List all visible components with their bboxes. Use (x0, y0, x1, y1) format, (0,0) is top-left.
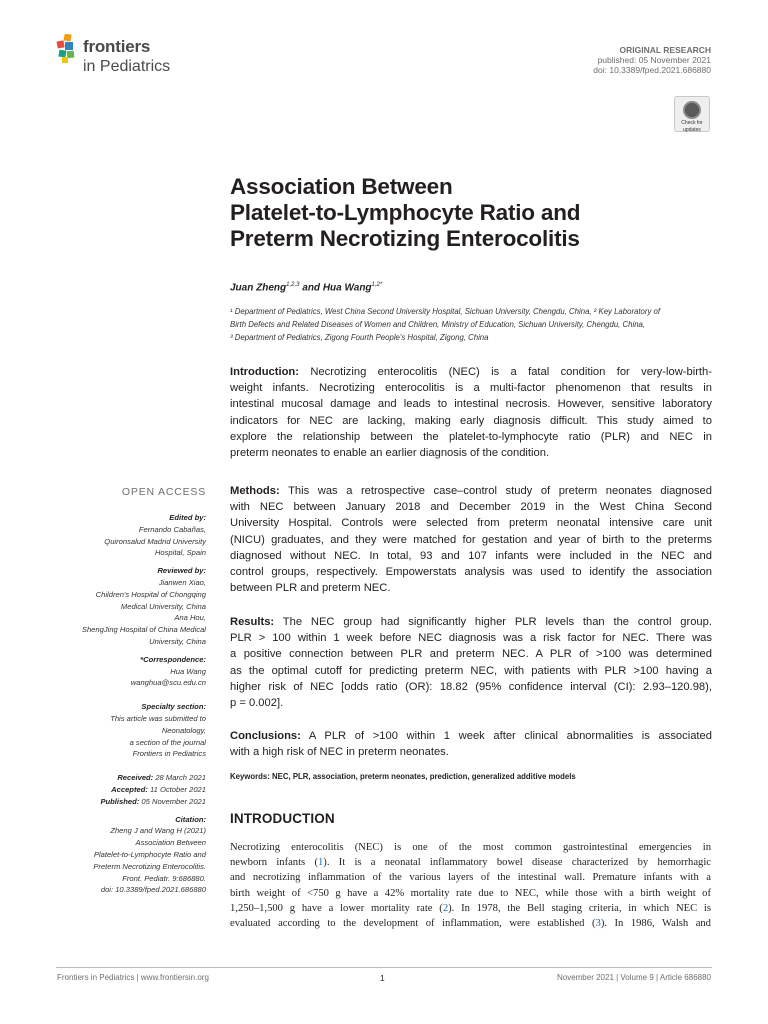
abstract-line: (NICU) graduates, and they were matched for gestation and year of birth to the preterms (230, 533, 712, 546)
reviewer-line[interactable]: Jianwen Xiao, (158, 577, 206, 587)
specialty-line: a section of the journal (129, 737, 206, 747)
abstract-line: intestinal mucosal damage and leads to intestinal necrosis. However, sensitive laboratory (230, 398, 712, 411)
author-connector: and (299, 282, 323, 294)
reference-link[interactable]: 3 (595, 917, 601, 929)
open-access-label: OPEN ACCESS (121, 486, 206, 498)
correspondence-email[interactable]: wanghua@scu.edu.cn (130, 678, 206, 688)
author-list (230, 282, 382, 293)
editor-line: Hospital, Spain (154, 548, 206, 558)
body-line: newborn infants (1). It is a neonatal inflammatory bowel disease characterized by hemorrhagic (230, 857, 711, 869)
reviewer-line: University, China (149, 636, 206, 646)
published-date: published: 05 November 2021 (597, 55, 711, 65)
reviewer-line: Medical University, China (120, 601, 206, 611)
specialty-line: Frontiers in Pediatrics (132, 749, 206, 759)
received-date: Received: 28 March 2021 (117, 773, 206, 783)
footer-journal-link[interactable]: Frontiers in Pediatrics | www.frontiersin.org (57, 973, 209, 982)
affiliation-line: ³ Department of Pediatrics, Zigong Fourth People's Hospital, Zigong, China (230, 333, 489, 342)
title-line: Association Between (230, 174, 453, 199)
reviewer-line: ShengJing Hospital of China Medical (81, 625, 206, 635)
body-line: 1,250–1,500 g have a lower mortality rate (2). In 1978, the Bell staging criteria, in which NEC is (230, 902, 711, 914)
reviewer-line: Children's Hospital of Chongqing (95, 589, 206, 599)
abstract-line: control groups, respectively. Empowerstats analysis was used to identify the association (230, 565, 712, 578)
affiliation-line: ¹ Department of Pediatrics, West China Second University Hospital, Sichuan University, Chengdu, China, ² Key Laboratory of (230, 307, 661, 316)
body-line: Necrotizing enterocolitis (NEC) is one of the most common gastrointestinal emergencies in (230, 842, 711, 853)
section-heading-introduction: INTRODUCTION (230, 811, 335, 826)
body-line: evaluated according to the development of inflammation, were established (3). In 1986, Walsh and (230, 917, 711, 929)
abstract-line: a positive connection between PLR and preterm NEC. A PLR of >100 was determined (230, 648, 712, 661)
logo-word-frontiers: frontiers (83, 37, 151, 56)
citation-doi[interactable]: doi: 10.3389/fped.2021.686880 (100, 885, 206, 895)
title-line: Preterm Necrotizing Enterocolitis (230, 226, 580, 251)
frontiers-logo-icon (56, 34, 80, 64)
abstract-label: Conclusions: (230, 730, 301, 742)
abstract-line: with NEC between January 2018 and December 2019 in the West China Second (230, 501, 712, 514)
abstract-label: Results: (230, 616, 275, 628)
footer-issue-info: November 2021 | Volume 9 | Article 686880 (556, 973, 711, 982)
affiliation-line: Birth Defects and Related Diseases of Women and Children, Ministry of Education, Sichuan University, Chengdu, China, (230, 320, 646, 329)
abstract-conclusions (230, 728, 712, 760)
abstract-line: University Hospital. Controls were selected from preterm neonatal intensive care unit (230, 517, 712, 530)
abstract-label: Methods: (230, 485, 280, 497)
reference-link[interactable]: 1 (317, 857, 324, 869)
citation-line: Zheng J and Wang H (2021) (110, 826, 206, 836)
author-name[interactable]: Hua Wang (322, 282, 372, 294)
citation-line: Preterm Necrotizing Enterocolitis. (93, 861, 206, 871)
abstract-line: p = 0.002]. (230, 696, 284, 709)
reviewer-line[interactable]: Ana Hou, (174, 613, 206, 623)
article-title (230, 174, 710, 252)
published-date-sidebar: Published: 05 November 2021 (100, 796, 206, 806)
abstract-line: Conclusions: A PLR of >100 within 1 week after clinical abnormalities is associated (230, 730, 712, 742)
reference-link[interactable]: 2 (442, 902, 449, 914)
citation-label: Citation: (175, 814, 206, 824)
page-number: 1 (380, 973, 385, 983)
specialty-line: Neonatology, (161, 725, 206, 735)
abstract-line: Results: The NEC group had significantly higher PLR levels than the control group. (230, 616, 712, 628)
journal-logo[interactable] (56, 34, 216, 80)
citation-line: Platelet-to-Lymphocyte Ratio and (93, 849, 206, 859)
check-for-updates-button[interactable] (674, 96, 710, 132)
author-affil-sup: 1,2* (371, 282, 383, 288)
citation-line: Front. Pediatr. 9:686880. (122, 873, 206, 883)
check-badge-line2: updates (683, 127, 701, 133)
abstract-line: diagnosed without NEC. In total, 93 and 107 infants were included in the NEC and (230, 549, 712, 562)
abstract-methods (230, 483, 712, 596)
abstract-line: between PLR and preterm NEC. (230, 582, 391, 595)
abstract-label: Introduction: (230, 366, 299, 378)
abstract-line: Introduction: Necrotizing enterocolitis (NEC) is a fatal condition for very-low-birth- (230, 366, 712, 378)
editor-line: Quironsalud Madrid University (104, 536, 206, 546)
abstract-line: with a high risk of NEC in preterm neonates. (230, 746, 449, 759)
article-doi[interactable]: doi: 10.3389/fped.2021.686880 (593, 65, 711, 75)
abstract-line: Methods: This was a retrospective case–control study of preterm neonates diagnosed (230, 485, 712, 497)
abstract-line: as the optimal cutoff for predicting preterm NEC, with patients with PLR >100 having a (230, 664, 712, 677)
abstract-introduction (230, 364, 712, 461)
article-sidebar (36, 486, 206, 896)
footer-divider (56, 967, 712, 968)
body-line: and necrotizing inflammation of the various layers of the intestinal wall. Premature infants with a (230, 872, 711, 884)
affiliations (230, 305, 712, 344)
editor-line[interactable]: Fernando Cabañas, (138, 524, 206, 534)
specialty-section-label: Specialty section: (141, 702, 206, 712)
article-meta (593, 45, 711, 75)
abstract-line: higher risk of NEC [odds ratio (OR): 18.82 (95% confidence interval (CI): 2.93–120.98), (230, 680, 712, 693)
abstract-line: weight infants. Necrotizing enterocolitis is a multi-factor phenomenon that results in (230, 382, 712, 395)
specialty-line: This article was submitted to (110, 713, 206, 723)
author-name[interactable]: Juan Zheng (230, 282, 287, 294)
check-badge-line1: Check for (681, 120, 703, 126)
keywords: Keywords: NEC, PLR, association, preterm neonates, prediction, generalized additive models (230, 772, 576, 781)
check-updates-icon (683, 101, 701, 119)
body-line: birth weight of <750 g have a 42% mortality rate due to NEC, while those with a birth weight of (230, 887, 711, 899)
edited-by-label: Edited by: (169, 513, 206, 522)
abstract-results (230, 614, 712, 711)
introduction-body (230, 840, 711, 931)
abstract-line: preterm neonates to enable an earlier diagnosis of the condition. (230, 446, 550, 459)
abstract-line: explore the relationship between the platelet-to-lymphocyte ratio (PLR) and NEC in (230, 430, 712, 443)
article-type: ORIGINAL RESEARCH (619, 45, 711, 55)
accepted-date: Accepted: 11 October 2021 (111, 784, 206, 794)
reviewed-by-label: Reviewed by: (157, 566, 206, 576)
author-affil-sup: 1,2,3 (286, 282, 300, 288)
correspondence-name: Hua Wang (170, 666, 206, 676)
correspondence-label: *Correspondence: (140, 654, 206, 664)
abstract-line: indicators for NEC are lacking, making early diagnosis difficult. This study aimed to (230, 414, 712, 427)
abstract-line: PLR > 100 within 1 week before NEC diagnosis was a risk factor for NEC. There was (230, 632, 712, 645)
logo-word-journal: in Pediatrics (83, 58, 171, 75)
title-line: Platelet-to-Lymphocyte Ratio and (230, 200, 581, 225)
citation-line: Association Between (135, 838, 206, 848)
